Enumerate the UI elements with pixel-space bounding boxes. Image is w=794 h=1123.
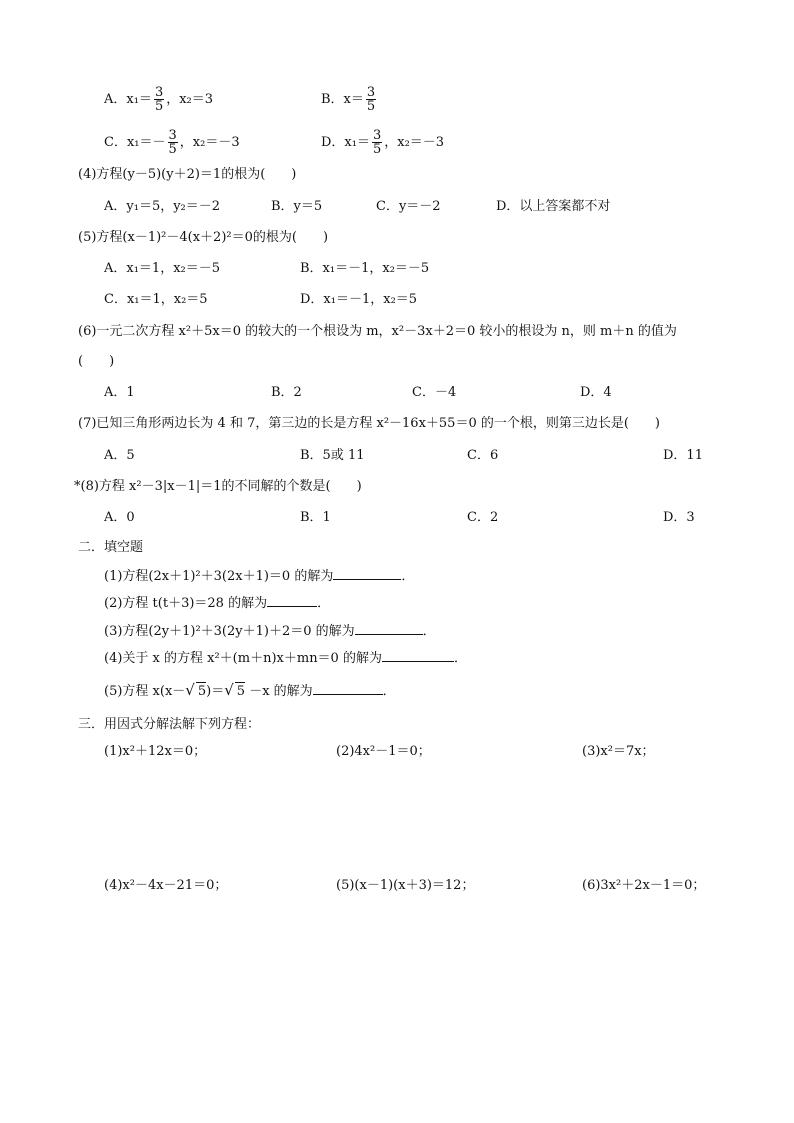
section-2-title: 二．填空题 xyxy=(78,540,144,555)
fill-item-2 xyxy=(104,592,330,613)
q4-stem: (4)方程(y－5)(y＋2)＝1的根为( ) xyxy=(78,167,297,182)
q3-option-d-prefix: D．x₁＝ xyxy=(321,135,370,150)
q3-option-a xyxy=(104,86,213,113)
answer-blank[interactable] xyxy=(313,680,383,695)
q8-option-b: B．1 xyxy=(300,510,331,525)
fraction-numerator: 3 xyxy=(154,85,164,100)
fill-item-5-end: ． xyxy=(382,684,396,699)
fraction-numerator: 3 xyxy=(168,128,177,143)
q3-option-a-prefix: A．x₁＝ xyxy=(104,92,152,107)
q6-option-d: D．4 xyxy=(580,385,612,400)
fill-item-4 xyxy=(104,647,467,668)
sqrt-radicand: 5 xyxy=(236,684,246,699)
q5-option-b: B．x₁＝－1，x₂＝－5 xyxy=(300,261,430,276)
fill-item-5-suffix: －x 的解为 xyxy=(245,684,313,699)
fraction xyxy=(168,129,178,156)
problem-5: (5)(x－1)(x＋3)＝12； xyxy=(336,878,475,893)
q4-option-c: C．y＝－2 xyxy=(376,199,441,214)
q6-stem-line1: (6)一元二次方程 x²＋5x＝0 的较大的一个根设为 m，x²－3x＋2＝0 较小的根设为 n，则 m＋n 的值为 xyxy=(78,324,677,339)
q7-option-b: B．5或 11 xyxy=(300,448,365,463)
q4-option-a: A．y₁＝5，y₂＝－2 xyxy=(104,199,221,214)
q8-option-a: A．0 xyxy=(104,510,135,525)
q3-option-a-suffix: ，x₂＝3 xyxy=(166,92,214,107)
q7-stem: (7)已知三角形两边长为 4 和 7，第三边的长是方程 x²－16x＋55＝0 的一个根，则第三边长是( ) xyxy=(78,416,660,431)
fill-item-2-text: (2)方程 t(t＋3)＝28 的解为 xyxy=(104,596,268,611)
q6-option-b: B．2 xyxy=(271,385,302,400)
fraction xyxy=(366,86,376,113)
fraction-denominator: 5 xyxy=(154,99,164,114)
section-3-title: 三．用因式分解法解下列方程： xyxy=(78,717,261,732)
answer-blank[interactable] xyxy=(355,620,423,635)
q3-option-b-prefix: B．x＝ xyxy=(321,92,364,107)
answer-blank[interactable] xyxy=(333,565,401,580)
fraction-numerator: 3 xyxy=(366,85,376,100)
fill-item-1-text: (1)方程(2x＋1)²＋3(2x＋1)＝0 的解为 xyxy=(104,569,334,584)
q7-option-d: D．11 xyxy=(663,448,703,463)
answer-blank[interactable] xyxy=(267,592,317,607)
q7-option-a: A．5 xyxy=(104,448,135,463)
q4-option-d: D．以上答案都不对 xyxy=(496,199,611,214)
fill-item-1 xyxy=(104,565,414,586)
q5-option-d: D．x₁＝－1，x₂＝5 xyxy=(300,292,418,307)
fill-item-3-text: (3)方程(2y＋1)²＋3(2y＋1)＋2＝0 的解为 xyxy=(104,624,355,639)
problem-1: (1)x²＋12x＝0； xyxy=(104,744,207,759)
fill-item-5-prefix: (5)方程 x(x－ xyxy=(104,684,186,699)
fraction-denominator: 5 xyxy=(372,142,382,157)
problem-2: (2)4x²－1＝0； xyxy=(336,744,431,759)
q5-option-a: A．x₁＝1，x₂＝－5 xyxy=(104,261,221,276)
q6-stem-line2: ( ) xyxy=(78,354,115,369)
fill-item-5 xyxy=(104,680,396,701)
q3-option-c-prefix: C．x₁＝－ xyxy=(104,135,166,150)
q3-option-d xyxy=(321,129,444,156)
problem-4: (4)x²－4x－21＝0； xyxy=(104,878,228,893)
fraction xyxy=(154,86,164,113)
sqrt-sign: √ xyxy=(224,681,234,699)
fill-item-3 xyxy=(104,620,436,641)
fill-item-2-end: ． xyxy=(317,596,331,611)
sqrt-sign: √ xyxy=(185,681,195,699)
fraction xyxy=(372,129,382,156)
problem-6: (6)3x²＋2x－1＝0； xyxy=(582,878,706,893)
fraction-denominator: 5 xyxy=(168,142,177,157)
q6-option-a: A．1 xyxy=(104,385,135,400)
fill-item-4-text: (4)关于 x 的方程 x²＋(m＋n)x＋mn＝0 的解为 xyxy=(104,651,382,666)
q3-option-c xyxy=(104,129,240,156)
fill-item-5-mid: )＝ xyxy=(206,684,225,699)
q3-option-c-suffix: ，x₂＝－3 xyxy=(179,135,240,150)
q8-option-c: C．2 xyxy=(467,510,499,525)
sqrt-radicand: 5 xyxy=(197,684,207,699)
q3-option-d-suffix: ，x₂＝－3 xyxy=(384,135,445,150)
fill-item-1-end: ． xyxy=(401,569,415,584)
q7-option-c: C．6 xyxy=(467,448,499,463)
answer-blank[interactable] xyxy=(382,647,454,662)
q5-option-c: C．x₁＝1，x₂＝5 xyxy=(104,292,208,307)
q6-option-c: C．－4 xyxy=(412,385,457,400)
problem-3: (3)x²＝7x； xyxy=(582,744,655,759)
q3-option-b xyxy=(321,86,378,113)
fill-item-4-end: ． xyxy=(453,651,467,666)
fill-item-3-end: ． xyxy=(422,624,436,639)
fraction-denominator: 5 xyxy=(366,99,376,114)
q8-option-d: D．3 xyxy=(663,510,695,525)
q4-option-b: B．y＝5 xyxy=(271,199,323,214)
fraction-numerator: 3 xyxy=(372,128,382,143)
q8-stem: *(8)方程 x²－3|x－1|＝1的不同解的个数是( ) xyxy=(74,479,362,494)
q5-stem: (5)方程(x－1)²－4(x＋2)²＝0的根为( ) xyxy=(78,230,329,245)
